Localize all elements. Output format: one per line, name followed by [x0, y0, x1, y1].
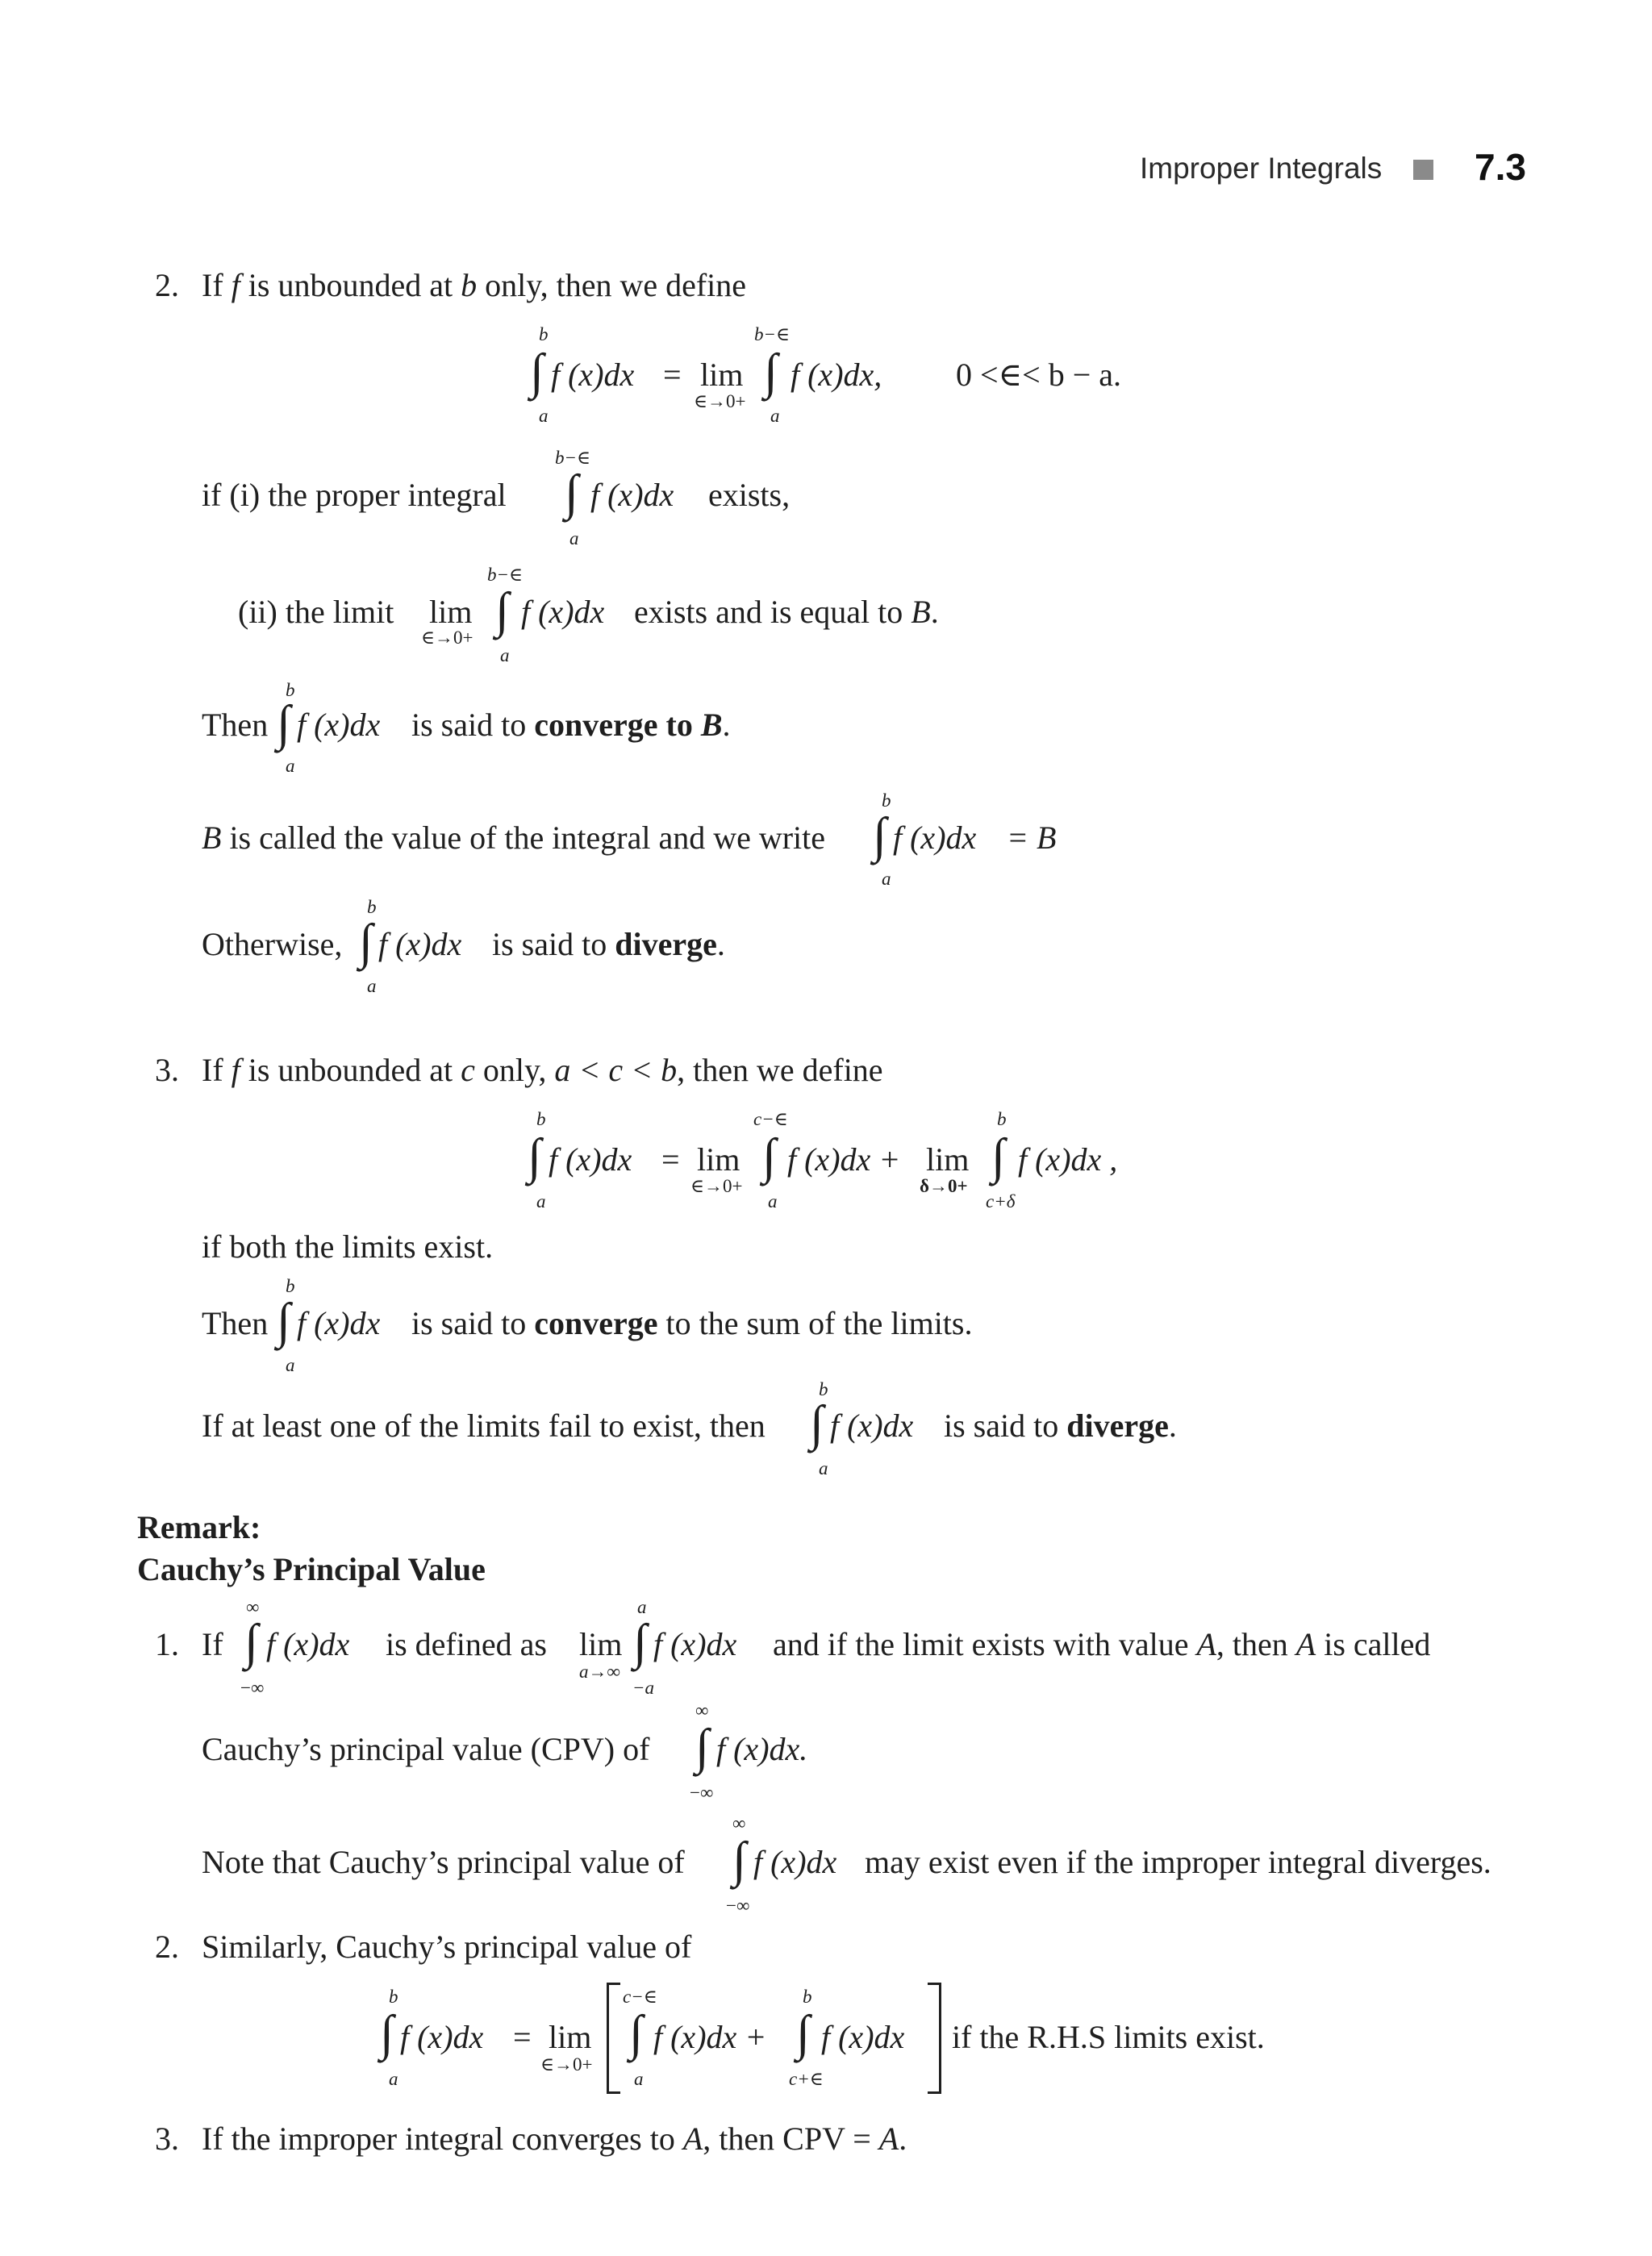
lim-operator: lim — [429, 594, 473, 630]
item3-int1-lower: a — [768, 1191, 778, 1211]
item2-then-text: is said to converge to B. — [411, 707, 731, 743]
lim-subscript: ∈→0+ — [421, 628, 473, 648]
item3-fail-prefix: If at least one of the limits fail to exist, then — [202, 1407, 766, 1444]
remark2-lhs-integrand: f (x)dx — [400, 2019, 484, 2055]
integral-sign: ∫ — [380, 2006, 394, 2061]
integral-sign: ∫ — [991, 1129, 1005, 1184]
remark1-upper: ∞ — [246, 1597, 260, 1617]
item3-then-integrand: f (x)dx — [297, 1305, 381, 1341]
item3-number: 3. — [155, 1052, 179, 1088]
page-number: 7.3 — [1475, 146, 1526, 188]
item2-then-integrand: f (x)dx — [297, 707, 381, 743]
integral-sign: ∫ — [762, 1129, 776, 1184]
integral-sign: ∫ — [764, 344, 778, 399]
integral-sign: ∫ — [695, 1720, 709, 1774]
remark1-integrand3: f (x)dx. — [716, 1731, 808, 1767]
remark2-suffix: if the R.H.S limits exist. — [952, 2019, 1265, 2055]
remark1-integrand: f (x)dx — [266, 1626, 350, 1662]
running-header-title: Improper Integrals — [1140, 152, 1383, 185]
lim-subscript: ∈→0+ — [540, 2054, 593, 2075]
item3-then-lower: a — [286, 1355, 295, 1375]
item2-def-lhs-integrand: f (x)dx — [551, 357, 635, 393]
cond-ii-prefix: (ii) the limit — [238, 594, 394, 630]
remark1-defined: is defined as — [386, 1626, 547, 1662]
lim-subscript: δ→0+ — [920, 1176, 968, 1196]
item2-otherwise-upper: b — [367, 897, 377, 917]
note-integrand: f (x)dx — [753, 1844, 837, 1880]
cond-i-prefix: if (i) the proper integral — [202, 477, 507, 513]
item2-def-lhs-upper: b — [539, 324, 549, 344]
item2-otherwise-integrand: f (x)dx — [378, 926, 462, 962]
remark2-int2-integrand: f (x)dx — [821, 2019, 905, 2055]
remark1-lower: −∞ — [240, 1678, 265, 1698]
item3-def-lhs-lower: a — [536, 1191, 546, 1211]
item2-otherwise-text: is said to diverge. — [492, 926, 725, 962]
item2-otherwise-lower: a — [367, 976, 377, 996]
equals-sign: = — [663, 357, 682, 393]
remark1-integrand2: f (x)dx — [653, 1626, 737, 1662]
item2-def-rhs-integrand: f (x)dx, — [791, 357, 882, 393]
lim-subscript: a→∞ — [579, 1662, 620, 1682]
lim-subscript: ∈→0+ — [694, 391, 746, 411]
item2-number: 2. — [155, 267, 179, 303]
remark2-lhs-upper: b — [389, 1987, 398, 2007]
remark1-lower2: −a — [632, 1678, 655, 1698]
item3-int1-integrand: f (x)dx + — [787, 1141, 901, 1178]
remark2-lhs-lower: a — [389, 2069, 398, 2089]
item3-then-text: is said to converge to the sum of the limits. — [411, 1305, 973, 1341]
remark2-int2-lower: c+∈ — [789, 2069, 824, 2089]
item3-text: If f is unbounded at c only, a < c < b, then we define — [202, 1052, 883, 1088]
integral-sign: ∫ — [732, 1833, 746, 1887]
remark2-int1-lower: a — [634, 2069, 644, 2089]
remark2-int1-integrand: f (x)dx + — [653, 2019, 767, 2055]
remark3-text: If the improper integral converges to A, then CPV = A. — [202, 2120, 907, 2157]
integral-sign: ∫ — [565, 465, 578, 520]
item2-then-lower: a — [286, 756, 295, 776]
remark1-upper2: a — [637, 1597, 647, 1617]
item3-fail-upper: b — [819, 1379, 828, 1399]
integral-sign: ∫ — [495, 583, 509, 638]
integral-sign: ∫ — [530, 344, 544, 399]
item3-both: if both the limits exist. — [202, 1228, 494, 1265]
integral-sign: ∫ — [359, 915, 373, 970]
item2-then-upper: b — [286, 680, 295, 700]
item3-fail-integrand: f (x)dx — [830, 1407, 914, 1444]
item2-def-rhs-upper: b−∈ — [754, 324, 791, 344]
remark1-if: If — [202, 1626, 223, 1662]
right-bracket — [928, 1983, 941, 2094]
item3-then-upper: b — [286, 1276, 295, 1296]
cond-ii-integrand: f (x)dx — [521, 594, 605, 630]
cond-i-upper: b−∈ — [555, 448, 591, 468]
remark2-text: Similarly, Cauchy’s principal value of — [202, 1929, 692, 1965]
remark1-rest: and if the limit exists with value A, then A is called — [773, 1626, 1431, 1662]
cond-i-suffix: exists, — [708, 477, 791, 513]
item3-int2-integrand: f (x)dx , — [1018, 1141, 1118, 1178]
lim-subscript: ∈→0+ — [690, 1176, 743, 1196]
note-upper: ∞ — [732, 1813, 746, 1833]
lim-operator: lim — [697, 1141, 740, 1178]
integral-sign: ∫ — [810, 1396, 824, 1451]
item2-value-upper: b — [882, 790, 891, 811]
equals-sign: = — [661, 1141, 680, 1178]
item3-int1-upper: c−∈ — [753, 1109, 788, 1129]
item2-value-lower: a — [882, 869, 891, 889]
cond-i-lower: a — [569, 528, 579, 548]
item2-otherwise-prefix: Otherwise, — [202, 926, 343, 962]
integral-sign: ∫ — [873, 808, 886, 863]
integral-sign: ∫ — [277, 696, 290, 751]
item2-value-eq: = B — [1007, 819, 1057, 856]
item2-text: If f is unbounded at b only, then we define — [202, 267, 747, 303]
item3-fail-lower: a — [819, 1458, 828, 1478]
item3-then-prefix: Then — [202, 1305, 269, 1341]
note-suffix: may exist even if the improper integral diverges. — [865, 1844, 1491, 1880]
cond-ii-upper: b−∈ — [487, 565, 524, 585]
item2-then-prefix: Then — [202, 707, 269, 743]
item3-int2-lower: c+δ — [986, 1191, 1016, 1211]
remark-title: Remark: — [137, 1509, 261, 1545]
item2-value-integrand: f (x)dx — [893, 819, 977, 856]
integral-sign: ∫ — [244, 1615, 258, 1670]
remark1-number: 1. — [155, 1626, 179, 1662]
remark-subtitle: Cauchy’s Principal Value — [137, 1551, 486, 1587]
cond-ii-lower: a — [500, 645, 510, 665]
remark2-number: 2. — [155, 1929, 179, 1965]
item2-def-rhs-lower: a — [770, 406, 780, 426]
left-bracket — [607, 1983, 620, 2094]
note-lower: −∞ — [726, 1895, 750, 1916]
remark1-line2-prefix: Cauchy’s principal value (CPV) of — [202, 1731, 650, 1767]
lim-operator: lim — [700, 357, 744, 393]
item3-def-lhs-upper: b — [536, 1109, 546, 1129]
remark1-upper3: ∞ — [695, 1700, 709, 1720]
note-prefix: Note that Cauchy’s principal value of — [202, 1844, 685, 1880]
integral-sign: ∫ — [528, 1129, 541, 1184]
lim-operator: lim — [549, 2019, 592, 2055]
header-square-icon — [1413, 160, 1433, 180]
item3-def-lhs-integrand: f (x)dx — [549, 1141, 632, 1178]
lim-operator: lim — [926, 1141, 970, 1178]
remark2-int1-upper: c−∈ — [623, 1987, 657, 2007]
cond-i-integrand: f (x)dx — [590, 477, 674, 513]
remark2-int2-upper: b — [803, 1987, 812, 2007]
integral-sign: ∫ — [796, 2006, 810, 2061]
remark1-lower3: −∞ — [690, 1783, 714, 1803]
item2-def-condition: 0 <∈< b − a. — [956, 357, 1122, 393]
item3-fail-text: is said to diverge. — [944, 1407, 1177, 1444]
lim-operator: lim — [579, 1626, 623, 1662]
remark3-number: 3. — [155, 2120, 179, 2157]
cond-ii-suffix: exists and is equal to B. — [634, 594, 939, 630]
item2-def-lhs-lower: a — [539, 406, 549, 426]
item2-value-text: B is called the value of the integral and we write — [202, 819, 826, 856]
integral-sign: ∫ — [633, 1615, 647, 1670]
integral-sign: ∫ — [629, 2006, 643, 2061]
item3-int2-upper: b — [997, 1109, 1007, 1129]
equals-sign: = — [513, 2019, 532, 2055]
integral-sign: ∫ — [277, 1294, 290, 1349]
